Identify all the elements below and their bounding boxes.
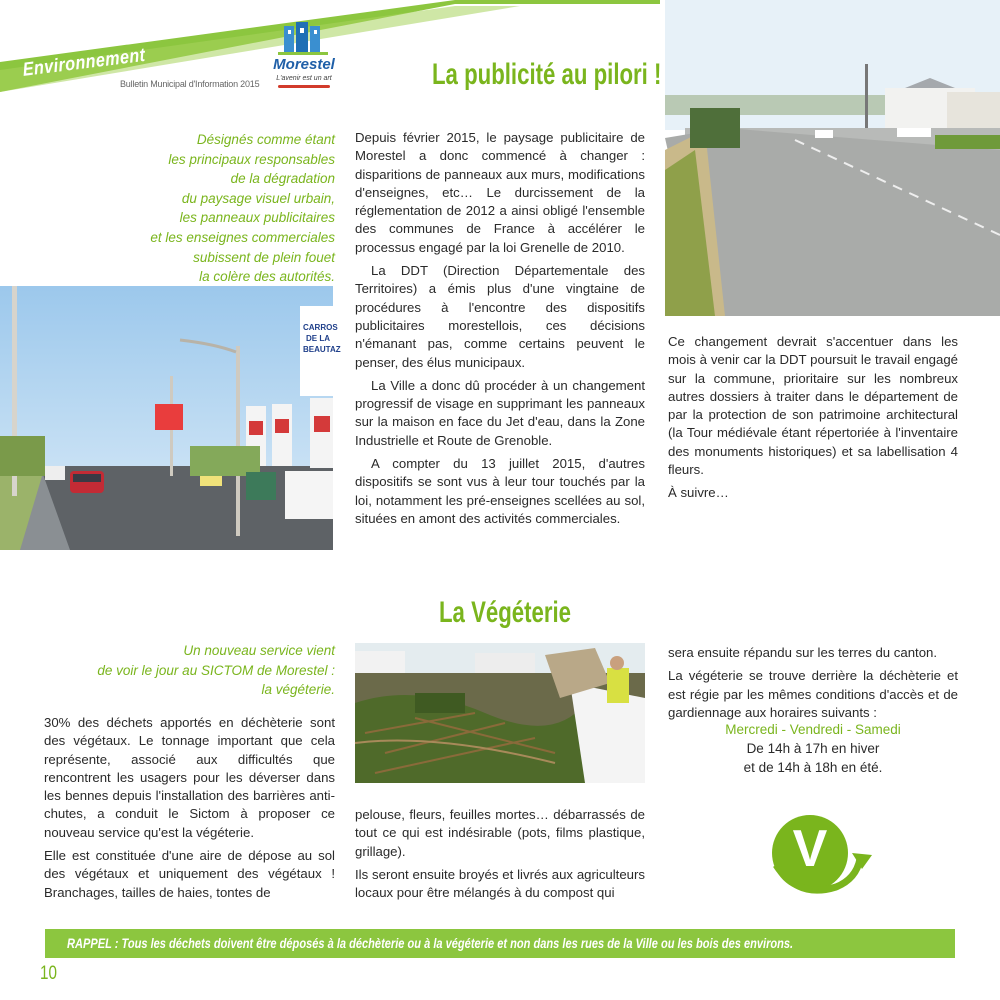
intro-line: les panneaux publicitaires (179, 210, 335, 226)
article1-column-middle (355, 129, 645, 533)
hours-summer: et de 14h à 18h en été. (743, 760, 883, 775)
intro-line: subissent de plein fouet (193, 249, 335, 265)
sign-text: CARROS DE LA BEAUTAZ (303, 323, 341, 354)
intro-line: Désignés comme étant (196, 132, 335, 147)
paragraph: La DDT (Direction Départementale des Territoires) a émis plus d'une vingtaine de procédures à l'encontre des dispositifs publicitaires morestellois, ces décisions n'émanant pas, comme certains peuvent le penser, des élus municipaux. (355, 263, 645, 370)
street-signs-photo (0, 286, 341, 550)
vegeterie-logo (768, 807, 878, 902)
paragraph: Elle est constituée d'une aire de dépose au sol des végétaux et uniquement des végétaux ! Branchages, tailles de haies, tontes de (44, 848, 335, 900)
intro-line: et les enseignes commerciales (150, 229, 335, 245)
intro-line: les principaux responsables (168, 151, 335, 167)
logo-letter: V (792, 820, 828, 878)
article2-column-middle (355, 806, 645, 907)
article1-title: La publicité au pilori ! (432, 58, 662, 91)
opening-days: Mercredi - Vendredi - Samedi (725, 722, 901, 737)
paragraph: A compter du 13 juillet 2015, d'autres dispositifs se sont vus à leur tour touchés par la loi, notamment les pré-enseignes scellées au sol, situées en amont des activités commerciales. (355, 456, 645, 526)
bulletin-label: Bulletin Municipal d'Information 2015 (120, 79, 260, 89)
page-number: 10 (40, 963, 57, 984)
hours-winter: De 14h à 17h en hiver (746, 741, 880, 756)
paragraph: La végéterie se trouve derrière la déchèterie et est régie par les mêmes conditions d'accès et de gardiennage aux horaires suivants : (668, 668, 958, 720)
morestel-logo (268, 22, 340, 90)
intro-line: la colère des autorités. (199, 269, 335, 285)
paragraph: Ils seront ensuite broyés et livrés aux agriculteurs locaux pour être mélangés à du compost qui (355, 866, 645, 901)
intro-line: de la dégradation (230, 171, 335, 187)
logo-name: Morestel (273, 56, 335, 73)
article2-column-left (44, 714, 335, 907)
article2-title: La Végéterie (439, 596, 572, 629)
paragraph: À suivre… (668, 485, 729, 501)
section-label: Environnement (22, 44, 147, 81)
article2-column-right (668, 644, 958, 727)
logo-underline (278, 85, 330, 88)
article2-intro (40, 641, 335, 700)
paragraph: La Ville a donc dû procéder à un changement progressif de visage en supprimant les panneaux sur la maison en face du Jet d'eau, dans la Zone Industrielle et Route de Grenoble. (355, 377, 645, 448)
logo-tagline: L'avenir est un art (276, 75, 332, 82)
road-photo (665, 0, 1000, 316)
paragraph: Ce changement devrait s'accentuer dans les mois à venir car la DDT poursuit le travail engagé sur la commune, prioritaire sur les nombreux autres dossiers à traiter dans le département de par la protection de son patrimoine architectural (la Tour médiévale étant répertoriée à l'inventaire des monuments historiques) et sa labellisation 4 fleurs. (668, 334, 958, 478)
intro-line: de voir le jour au SICTOM de Morestel : (97, 662, 335, 678)
intro-line: du paysage visuel urbain, (181, 190, 335, 206)
intro-line: Un nouveau service vient (183, 643, 335, 658)
article1-intro (60, 130, 335, 287)
paragraph: Depuis février 2015, le paysage publicitaire de Morestel a donc commencé à changer : disparitions de panneaux aux murs, modifications d'enseignes, etc… Le durcissement de la réglementation de 2012 a ainsi obligé l'ensemble des communes de France à accélérer le processus engagé par la loi Grenelle de 2010. (355, 130, 645, 255)
article1-column-right (668, 333, 958, 508)
paragraph: pelouse, fleurs, feuilles mortes… débarrassés de tout ce qui est indésirable (pots, films plastique, grillage). (355, 807, 645, 859)
paragraph: sera ensuite répandu sur les terres du canton. (668, 645, 938, 660)
paragraph: 30% des déchets apportés en déchèterie sont des végétaux. Le tonnage important que cela représente, associé aux difficultés que rencontrent les usagers pour les déverser dans les bennes depuis l'installation des barrières anti-chutes, a conduit le Sictom à proposer ce nouveau service qu'est la végéterie. (44, 715, 335, 840)
rappel-text: RAPPEL : Tous les déchets doivent être déposés à la déchèterie ou à la végéterie et non dans les rues de la Ville ou les bois des environs. (67, 935, 794, 951)
intro-line: la végéterie. (261, 682, 335, 698)
green-waste-photo (355, 643, 645, 783)
opening-hours (668, 720, 958, 777)
